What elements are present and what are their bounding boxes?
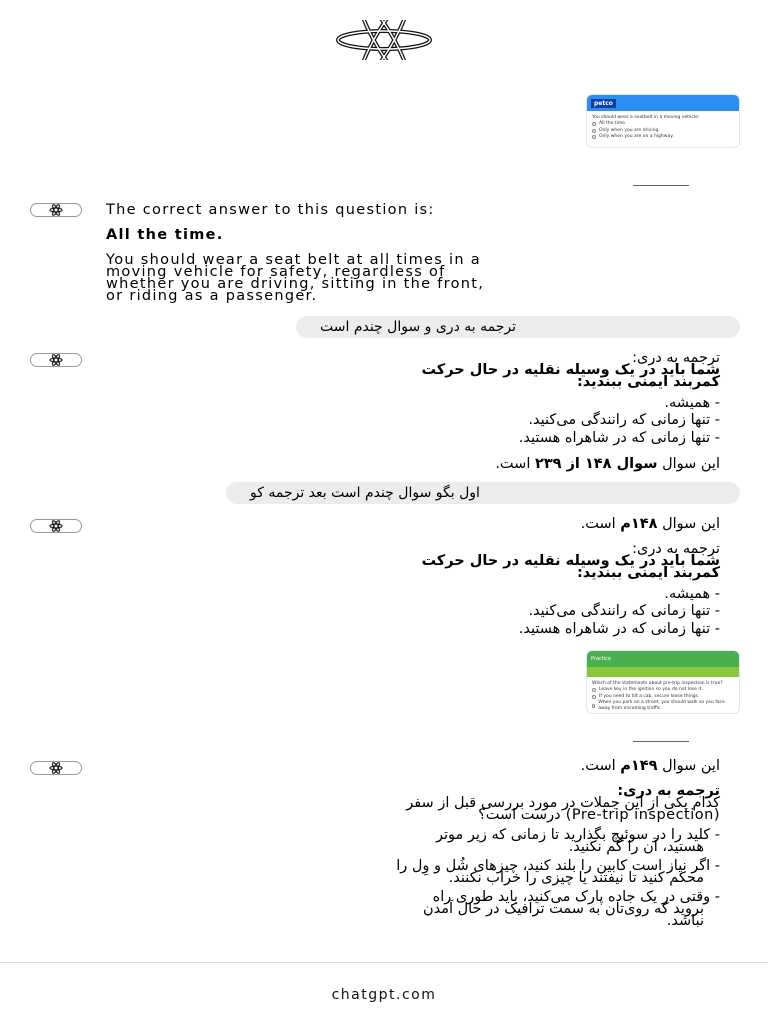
thumb-question: You should wear a seatbelt in a moving vehicle:	[592, 115, 700, 120]
thumb-body: You should wear a seatbelt in a moving vehicle: All the time. Only when you are driving. Only when you are on a highway.	[587, 111, 739, 144]
radio-icon	[592, 688, 596, 692]
thumb-subheader	[587, 667, 739, 677]
translation-label: ترجمه به دری:	[617, 783, 720, 799]
translation-label: ترجمه به دری:	[632, 350, 720, 366]
assistant-text-line: The correct answer to this question is:	[106, 202, 435, 218]
divider	[633, 741, 689, 742]
translation-line: کمربند ایمنی ببندید:	[576, 565, 720, 581]
openai-logo-icon	[49, 520, 63, 532]
question-number-line: این سوال ۱۴۹م است.	[580, 758, 720, 774]
option-line: - همیشه.	[664, 395, 720, 411]
explanation-line: whether you are driving, sitting in the front,	[106, 276, 485, 292]
openai-logo-icon	[49, 354, 63, 366]
footer-domain[interactable]: chatgpt.com	[331, 987, 437, 1003]
thumb-header	[587, 95, 739, 111]
radio-icon	[592, 695, 596, 699]
openai-logo-icon	[49, 204, 63, 216]
openai-logo-icon	[49, 762, 63, 774]
assistant-avatar	[30, 203, 82, 217]
explanation-line: or riding as a passenger.	[106, 288, 318, 304]
thumb-brand: petco	[591, 99, 616, 108]
user-message-bubble: ترجمه به دری و سوال چندم است	[296, 316, 740, 338]
option-line: محکم کنید تا نیفتند یا چیزی را خراب نکنند.	[448, 870, 704, 886]
question-text-line: (Pre-trip inspection) درست است؟	[478, 807, 720, 823]
thumb-body: Which of the statements about pre-trip inspection is true? Leave key in the ignition so you do not lose it. If you need to tilt a cab, secure loose things. When you park on a street, you should walk so you face away from oncoming traffic.	[587, 677, 739, 714]
assistant-avatar	[30, 353, 82, 367]
option-line: - تنها زمانی که در شاهراه هستید.	[518, 621, 720, 637]
footer-divider	[0, 962, 768, 963]
radio-icon	[592, 122, 596, 126]
option-line: - اگر نیاز است کابین را بلند کنید، چیزهای شُل و وِل را	[396, 858, 720, 874]
option-line: - همیشه.	[664, 586, 720, 602]
thumb-question: Which of the statements about pre-trip inspection is true?	[592, 681, 723, 686]
explanation-line: You should wear a seat belt at all times in a	[106, 252, 481, 268]
option-line: - وقتی در یک جاده پارک می‌کنید، باید طوری راه	[432, 889, 720, 905]
user-message-bubble: اول بگو سوال چندم است بعد ترجمه کو	[226, 482, 740, 504]
question-number-line: این سوال سوال ۱۴۸ از ۲۳۹ است.	[495, 456, 720, 472]
option-line: - تنها زمانی که رانندگی می‌کنید.	[528, 412, 720, 428]
divider	[633, 185, 689, 186]
translation-line: شما باید در یک وسیله نقلیه در حال حرکت	[421, 553, 720, 569]
assistant-avatar	[30, 519, 82, 533]
radio-icon	[592, 704, 595, 708]
explanation-line: moving vehicle for safety, regardless of	[106, 264, 446, 280]
attached-screenshot-1[interactable]	[586, 94, 740, 148]
assistant-avatar	[30, 761, 82, 775]
option-line: - تنها زمانی که رانندگی می‌کنید.	[528, 603, 720, 619]
translation-line: کمربند ایمنی ببندید:	[576, 374, 720, 390]
option-line: - کلید را در سوئیچ بگذارید تا زمانی که زیر موتر	[435, 827, 720, 843]
question-text-line: کدام یکی از این جملات در مورد بررسی قبل از سفر	[406, 795, 720, 811]
translation-line: شما باید در یک وسیله نقلیه در حال حرکت	[421, 362, 720, 378]
option-line: بروید که روی‌تان به سمت ترافیک در حال آمدن	[422, 901, 704, 917]
openai-logo-icon	[332, 20, 436, 60]
translation-label: ترجمه به دری:	[632, 541, 720, 557]
radio-icon	[592, 135, 596, 139]
option-line: نباشد.	[666, 913, 704, 929]
answer-bold: All the time.	[106, 227, 224, 243]
option-line: هستید، آن را گم نکنید.	[568, 839, 704, 855]
thumb-header: Practice	[587, 651, 739, 667]
radio-icon	[592, 129, 596, 133]
option-line: - تنها زمانی که در شاهراه هستید.	[518, 430, 720, 446]
question-number-line: این سوال ۱۴۸م است.	[580, 516, 720, 532]
attached-screenshot-2[interactable]	[586, 650, 740, 714]
